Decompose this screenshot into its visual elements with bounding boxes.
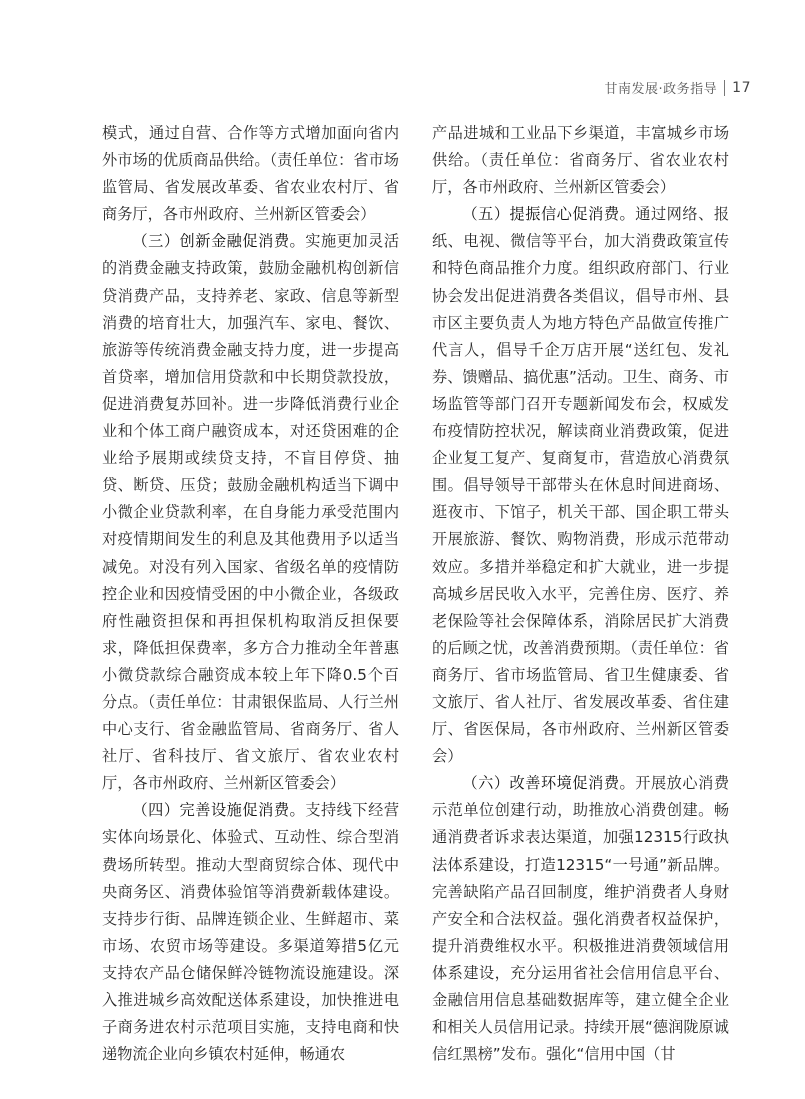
section-title: 甘南发展·政务指导 [604, 82, 718, 97]
paragraph-continuation: 产品进城和工业品下乡渠道，丰富城乡市场供给。（责任单位：省商务厅、省农业农村厅，各市州政府、兰州新区管委会） [432, 124, 729, 197]
paragraph-body: 实施更加灵活的消费金融支持政策，鼓励金融机构创新信贷消费产品，支持养老、家政、信息等新型消费的培育壮大，加强汽车、家电、餐饮、旅游等传统消费金融支持力度，进一步提高首贷率，增加信用贷款和中长期贷款投放，促进消费复苏回补。进一步降低消费行业企业和个体工商户融资成本，对还贷困难的企业给予展期或续贷支持，不盲目停贷、抽贷、断贷、压贷；鼓励金融机构适当下调中小微企业贷款利率，在自身能力承受范围内对疫情期间发生的利息及其他费用予以适当减免。对没有列入国家、省级名单的疫情防控企业和因疫情受困的中小微企业，各级政府性融资担保和再担保机构取消反担保要求，降低担保费率，多方合力推动全年普惠小微贷款综合融资成本较上年下降0.5个百分点。（责任单位：甘肃银保监局、人行兰州中心支行、省金融监管局、省商务厅、省人社厅、省科技厅、省文旅厅、省农业农村厅，各市州政府、兰州新区管委会） [102, 232, 400, 793]
page-number: 17 [732, 79, 751, 96]
paragraph-body: 通过网络、报纸、电视、微信等平台，加大消费政策宣传和特色商品推介力度。组织政府部门、行业协会发出促进消费各类倡议，倡导市州、县市区主要负责人为地方特色产品做宣传推广代言人，倡导千企万店开展“送红包、发礼券、馈赠品、搞优惠”活动。卫生、商务、市场监管等部门召开专题新闻发布会，权威发布疫情防控状况，解读商业消费政策，促进企业复工复产、复商复市，营造放心消费氛围。倡导领导干部带头在休息时间进商场、逛夜市、下馆子，机关干部、国企职工带头开展旅游、餐饮、购物消费，形成示范带动效应。多措并举稳定和扩大就业，进一步提高城乡居民收入水平，完善住房、医疗、养老保险等社会保障体系，消除居民扩大消费的后顾之忧，改善消费预期。（责任单位：省商务厅、省市场监管局、省卫生健康委、省文旅厅、省人社厅、省发展改革委、省住建厅、省医保局，各市州政府、兰州新区管委会） [432, 205, 730, 766]
paragraph-continuation: 模式，通过自营、合作等方式增加面向省内外市场的优质商品供给。（责任单位：省市场监管局、省发展改革委、省农业农村厅、省商务厅，各市州政府、兰州新区管委会） [102, 124, 399, 224]
header-divider [724, 80, 725, 96]
paragraph-body: 支持线下经营实体向场景化、体验式、互动性、综合型消费场所转型。推动大型商贸综合体、现代中央商务区、消费体验馆等消费新载体建设。支持步行街、品牌连锁企业、生鲜超市、菜市场、农贸市场等建设。多渠道筹措5亿元支持农产品仓储保鲜冷链物流设施建设。深入推进城乡高效配送体系建设，加快推进电子商务进农村示范项目实施，支持电商和快递物流企业向乡镇农村延伸，畅通农 [102, 801, 400, 1064]
paragraph-environment [432, 770, 729, 1068]
right-column [432, 120, 729, 1068]
running-header [605, 78, 751, 97]
paragraph-finance [102, 228, 399, 797]
section-heading-finance: （三）创新金融促消费。 [132, 232, 306, 251]
section-heading-environment: （六）改善环境促消费。 [462, 774, 636, 793]
left-column [102, 120, 399, 1068]
paragraph-facilities [102, 797, 399, 1068]
paragraph-body: 开展放心消费示范单位创建行动，助推放心消费创建。畅通消费者诉求表达渠道，加强12315行政执法体系建设，打造12315“一号通”新品牌。完善缺陷产品召回制度，维护消费者人身财产安全和合法权益。强化消费者权益保护，提升消费维权水平。积极推进消费领域信用体系建设，充分运用省社会信用信息平台、金融信用信息基础数据库等，建立健全企业和相关人员信用记录。持续开展“德润陇原诚信红黑榜”发布。强化“信用中国（甘 [432, 774, 730, 1064]
section-heading-facilities: （四）完善设施促消费。 [132, 801, 306, 820]
paragraph-confidence [432, 201, 729, 770]
section-heading-confidence: （五）提振信心促消费。 [462, 205, 636, 224]
